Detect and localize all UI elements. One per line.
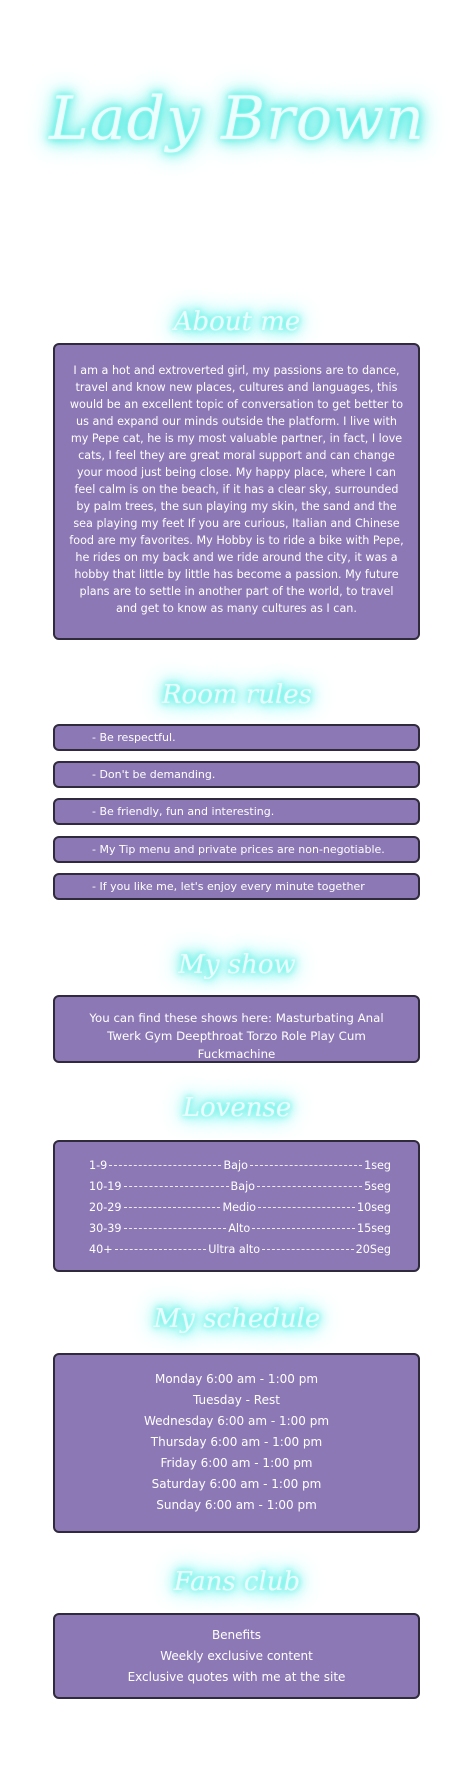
about-heading: About me	[173, 307, 301, 337]
lovense-range: 40+	[89, 1243, 113, 1256]
lovense-level: Bajo	[230, 1180, 256, 1193]
schedule-line: Sunday 6:00 am - 1:00 pm	[156, 1498, 317, 1512]
schedule-line: Friday 6:00 am - 1:00 pm	[160, 1456, 313, 1470]
lovense-duration: 20Seg	[355, 1243, 391, 1256]
rule-item: - If you like me, let's enjoy every minute together	[53, 873, 420, 900]
lovense-row	[55, 1155, 418, 1176]
lovense-row	[55, 1176, 418, 1197]
lovense-range: 1-9	[89, 1159, 108, 1172]
fans-line: Benefits	[211, 1628, 262, 1642]
schedule-line: Tuesday - Rest	[193, 1393, 280, 1407]
schedule-box	[53, 1353, 420, 1533]
lovense-heading: Lovense	[182, 1093, 292, 1123]
lovense-duration: 10seg	[356, 1201, 392, 1214]
lovense-duration: 15seg	[356, 1222, 392, 1235]
fans-box	[53, 1613, 420, 1699]
lovense-level: Alto	[228, 1222, 251, 1235]
lovense-box	[53, 1140, 420, 1272]
rule-item: - Be friendly, fun and interesting.	[53, 798, 420, 825]
page-title: Lady Brown	[49, 84, 425, 154]
schedule-line: Monday 6:00 am - 1:00 pm	[154, 1372, 319, 1386]
lovense-range: 30-39	[89, 1222, 122, 1235]
lovense-row	[55, 1197, 418, 1218]
about-text: I am a hot and extroverted girl, my passions are to dance, travel and know new places, cultures and languages, this would be an excellent topic of conversation to get better to us and expand our minds outside the platform. I live with my Pepe cat, he is my most valuable partner, in fact, I love cats, I feel they are great moral support and can change your mood just being close. My happy place, where I can feel calm is on the beach, if it has a clear sky, surrounded by palm trees, the sun playing my skin, the sand and the sea playing my feet If you are curious, Italian and Chinese food are my favorites. My Hobby is to ride a bike with Pepe, he rides on my back and we ride around the city, it was a hobby that little by little has become a passion. My future plans are to settle in another part of the world, to travel and get to know as many cultures as I can.	[69, 364, 404, 615]
fans-heading: Fans club	[173, 1567, 301, 1597]
lovense-row	[55, 1218, 418, 1239]
lovense-level: Ultra alto	[208, 1243, 261, 1256]
lovense-level: Bajo	[223, 1159, 248, 1172]
schedule-line: Thursday 6:00 am - 1:00 pm	[150, 1435, 323, 1449]
fans-line: Weekly exclusive content	[160, 1649, 313, 1663]
rule-item: - Be respectful.	[53, 724, 420, 751]
lovense-row	[55, 1239, 418, 1260]
rules-heading: Room rules	[161, 680, 313, 710]
lovense-range: 20-29	[89, 1201, 122, 1214]
rule-item: - Don't be demanding.	[53, 761, 420, 788]
lovense-level: Medio	[222, 1201, 257, 1214]
rule-item: - My Tip menu and private prices are non-negotiable.	[53, 836, 420, 863]
schedule-line: Wednesday 6:00 am - 1:00 pm	[143, 1414, 330, 1428]
show-box	[53, 995, 420, 1063]
schedule-heading: My schedule	[153, 1304, 321, 1334]
schedule-line: Saturday 6:00 am - 1:00 pm	[151, 1477, 322, 1491]
show-heading: My show	[178, 950, 296, 980]
about-box	[53, 343, 420, 640]
fans-line: Exclusive quotes with me at the site	[127, 1670, 346, 1684]
lovense-duration: 1seg	[364, 1159, 392, 1172]
lovense-duration: 5seg	[364, 1180, 391, 1193]
lovense-range: 10-19	[89, 1180, 122, 1193]
show-text: You can find these shows here: Masturbating Anal Twerk Gym Deepthroat Torzo Role Play Cum Fuckmachine	[89, 1011, 384, 1061]
